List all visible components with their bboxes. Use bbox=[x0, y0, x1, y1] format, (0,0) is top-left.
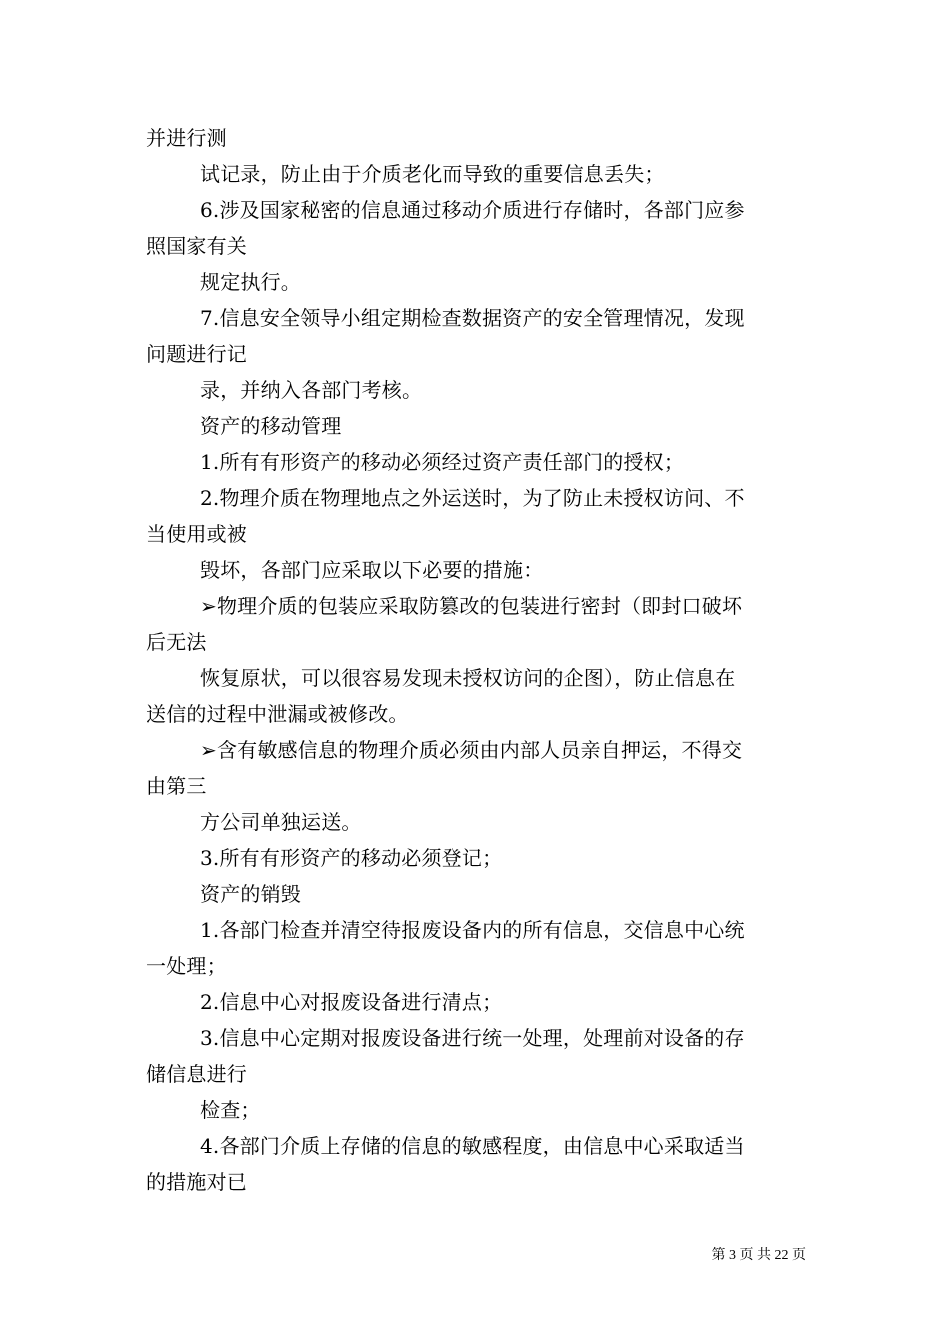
text-line: 资产的移动管理 bbox=[200, 414, 342, 438]
text-line: ➢含有敏感信息的物理介质必须由内部人员亲自押运，不得交 bbox=[200, 738, 743, 762]
text-line: 试记录，防止由于介质老化而导致的重要信息丢失； bbox=[200, 162, 665, 186]
text-line: 送信的过程中泄漏或被修改。 bbox=[146, 702, 409, 726]
text-line: 规定执行。 bbox=[200, 270, 301, 294]
text-line: 并进行测 bbox=[146, 126, 227, 150]
text-line: 毁坏，各部门应采取以下必要的措施： bbox=[200, 558, 544, 582]
text-line: 的措施对已 bbox=[146, 1170, 247, 1194]
text-line: 7.信息安全领导小组定期检查数据资产的安全管理情况，发现 bbox=[200, 306, 745, 330]
text-line: 一处理； bbox=[146, 954, 227, 978]
document-body bbox=[146, 120, 806, 1200]
text-line: 问题进行记 bbox=[146, 342, 247, 366]
text-line: 资产的销毁 bbox=[200, 882, 301, 906]
text-line: 2.物理介质在物理地点之外运送时，为了防止未授权访问、不 bbox=[200, 486, 745, 510]
text-line: 照国家有关 bbox=[146, 234, 247, 258]
text-line: 6.涉及国家秘密的信息通过移动介质进行存储时，各部门应参 bbox=[200, 198, 745, 222]
text-line: 录，并纳入各部门考核。 bbox=[200, 378, 423, 402]
text-line: 方公司单独运送。 bbox=[200, 810, 362, 834]
text-line: 检查； bbox=[200, 1098, 261, 1122]
text-line: 后无法 bbox=[146, 630, 207, 654]
text-line: 恢复原状，可以很容易发现未授权访问的企图），防止信息在 bbox=[200, 666, 736, 690]
text-line: 4.各部门介质上存储的信息的敏感程度，由信息中心采取适当 bbox=[200, 1134, 745, 1158]
text-line: 由第三 bbox=[146, 774, 207, 798]
text-line: 3.所有有形资产的移动必须登记； bbox=[200, 846, 503, 870]
text-line: 当使用或被 bbox=[146, 522, 247, 546]
text-line: 储信息进行 bbox=[146, 1062, 247, 1086]
page-footer: 第 3 页 共 22 页 bbox=[711, 1248, 806, 1263]
text-line: 1.各部门检查并清空待报废设备内的所有信息，交信息中心统 bbox=[200, 918, 745, 942]
text-line: ➢物理介质的包装应采取防篡改的包装进行密封（即封口破坏 bbox=[200, 594, 743, 618]
text-line: 1.所有有形资产的移动必须经过资产责任部门的授权； bbox=[200, 450, 685, 474]
text-line: 3.信息中心定期对报废设备进行统一处理，处理前对设备的存 bbox=[200, 1026, 745, 1050]
text-line: 2.信息中心对报废设备进行清点； bbox=[200, 990, 503, 1014]
